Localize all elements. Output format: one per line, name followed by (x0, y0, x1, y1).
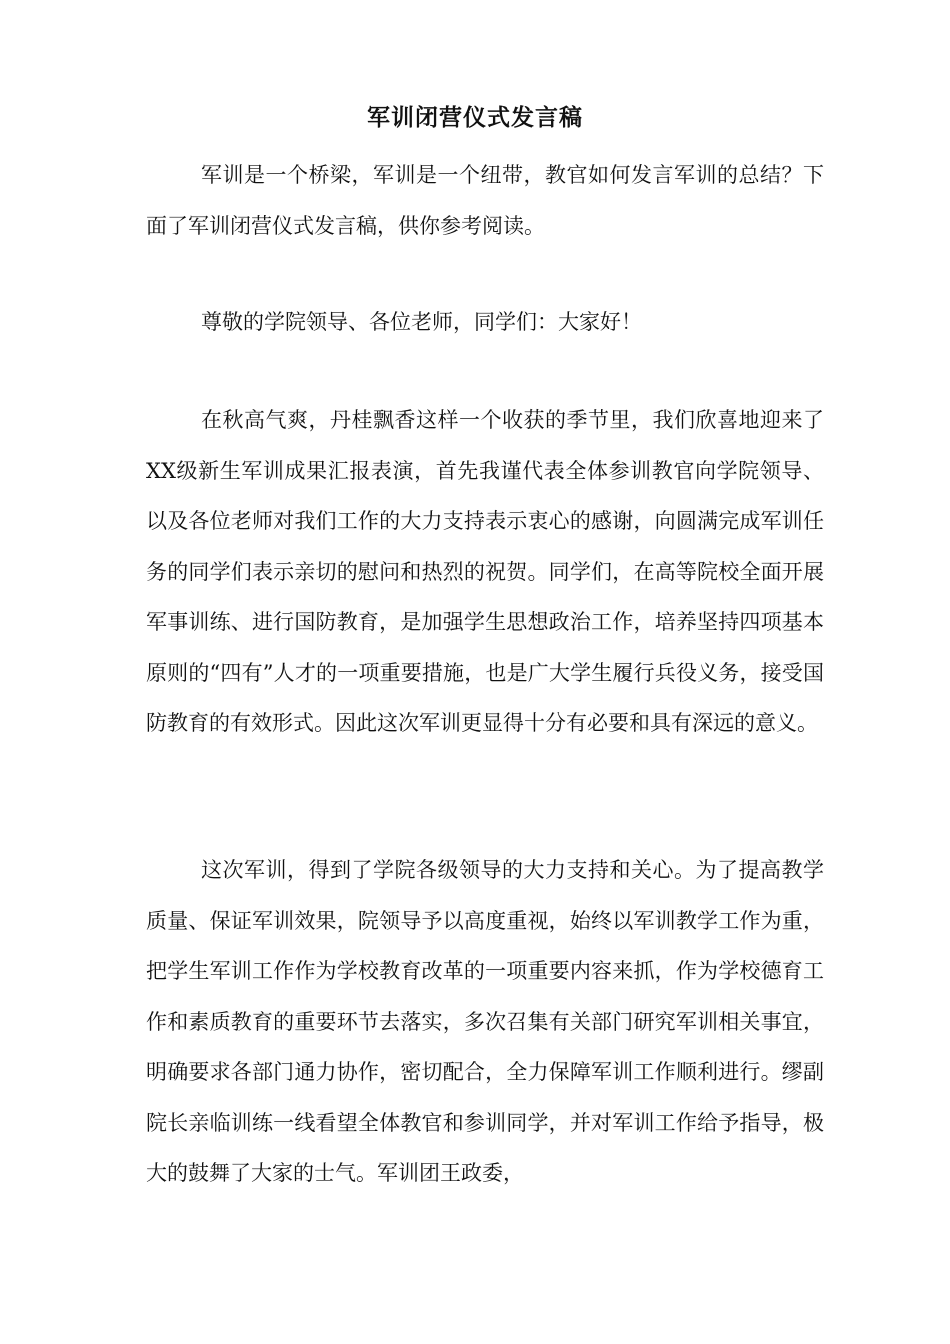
document-title: 军训闭营仪式发言稿 (367, 104, 583, 131)
body-paragraph-2: 这次军训，得到了学院各级领导的大力支持和关心。为了提高教学质量、保证军训效果，院领导予以高度重视，始终以军训教学工作为重，把学生军训工作作为学校教育改革的一项重要内容来抓，作为学校德育工作和素质教育的重要环节去落实，多次召集有关部门研究军训相关事宜，明确要求各部门通力协作，密切配合，全力保障军训工作顺利进行。缪副院长亲临训练一线看望全体教官和参训同学，并对军训工作给予指导，极大的鼓舞了大家的士气。军训团王政委， (146, 858, 824, 1185)
intro-paragraph: 军训是一个桥梁，军训是一个纽带，教官如何发言军训的总结？下面了军训闭营仪式发言稿，供你参考阅读。 (146, 163, 824, 238)
body-paragraph-1: 在秋高气爽，丹桂飘香这样一个收获的季节里，我们欣喜地迎来了XX级新生军训成果汇报表演，首先我谨代表全体参训教官向学院领导、以及各位老师对我们工作的大力支持表示衷心的感谢，向圆满完成军训任务的同学们表示亲切的慰问和热烈的祝贺。同学们，在高等院校全面开展军事训练、进行国防教育，是加强学生思想政治工作，培养坚持四项基本原则的“四有”人才的一项重要措施，也是广大学生履行兵役义务，接受国防教育的有效形式。因此这次军训更显得十分有必要和具有深远的意义。 (146, 408, 824, 735)
greeting-paragraph: 尊敬的学院领导、各位老师，同学们：大家好！ (201, 310, 642, 334)
